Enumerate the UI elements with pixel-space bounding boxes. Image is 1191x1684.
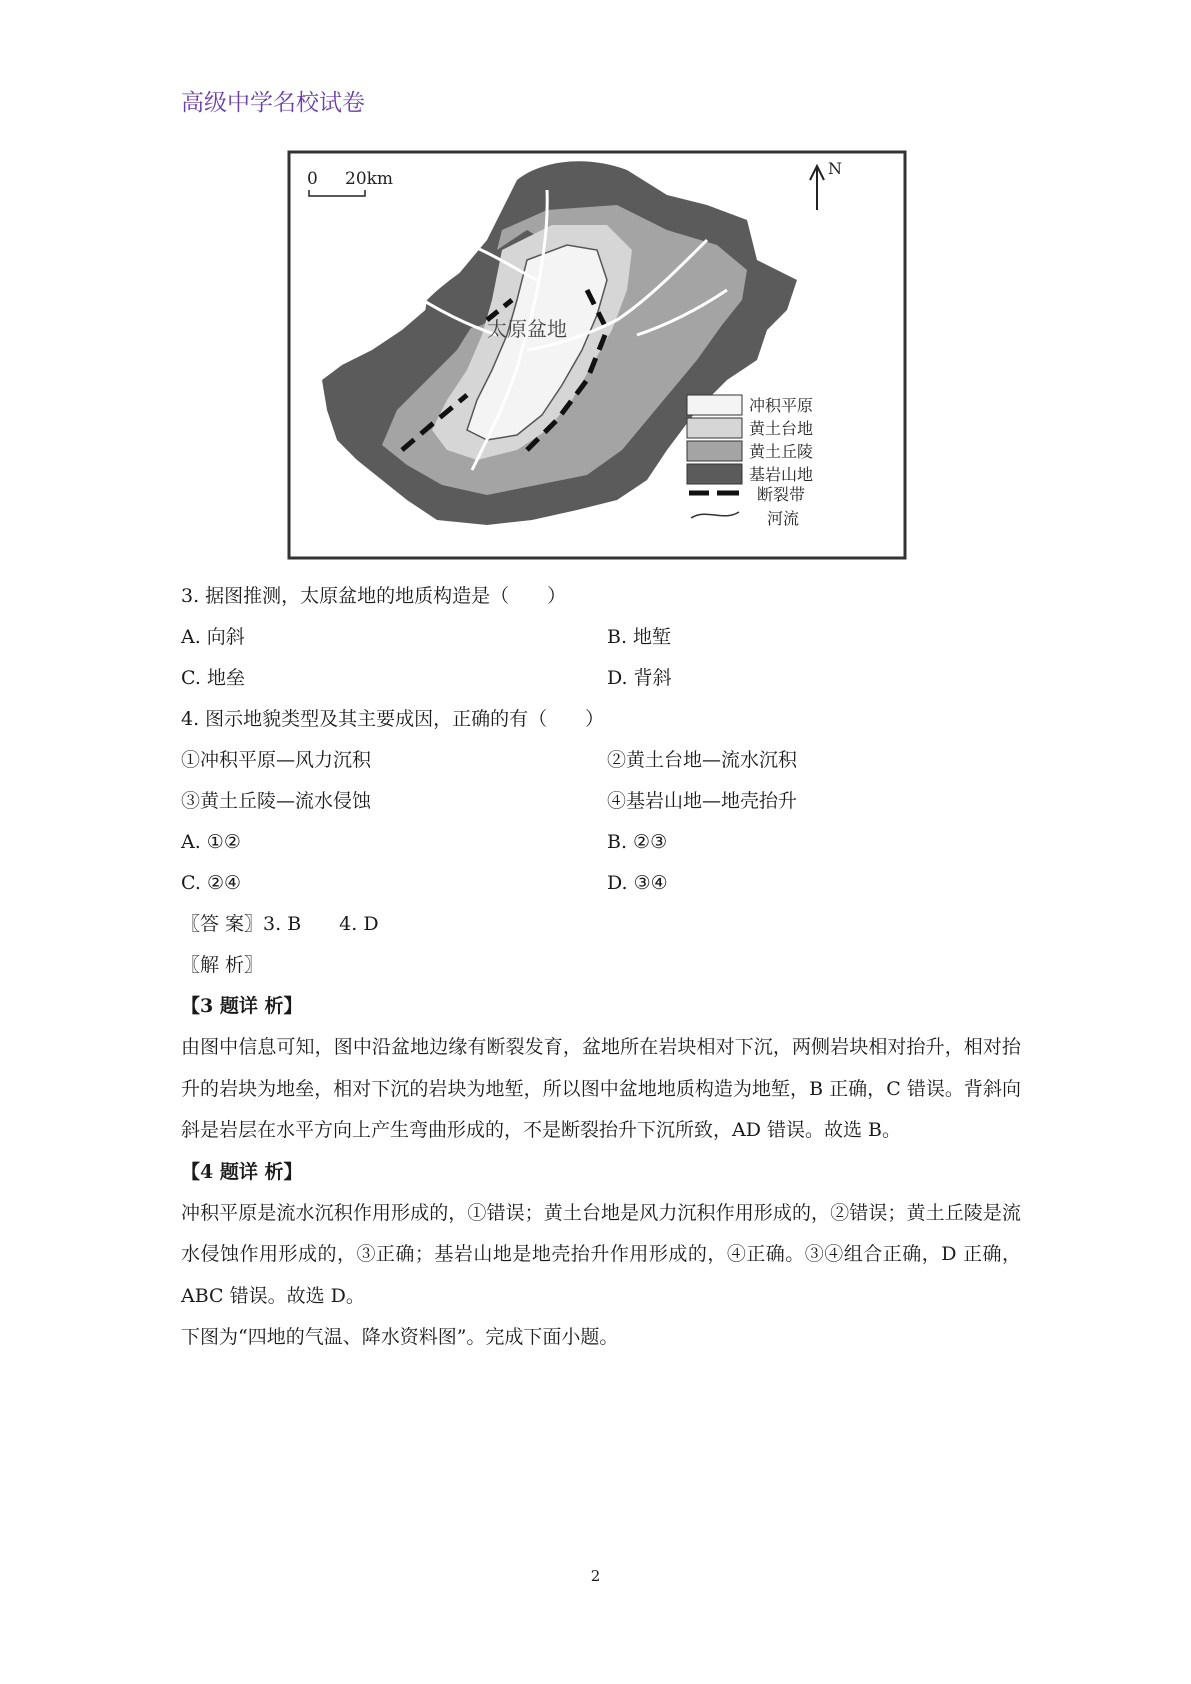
- q4-statement-4: ④基岩山地—地壳抬升: [607, 790, 798, 812]
- detail-3-text: 由图中信息可知，图中沿盆地边缘有断裂发育，盆地所在岩块相对下沉，两侧岩块相对抬升，相对抬升的岩块为地垒，相对下沉的岩块为地堑，所以图中盆地地质构造为地堑，B 正确，C 错误。背斜向斜是岩层在水平方向上产生弯曲形成的，不是断裂抬升下沉所致，AD 错误。故选 B。: [181, 1036, 1021, 1141]
- legend-swatch-tableland: [687, 418, 742, 438]
- legend-swatch-plain: [687, 395, 742, 415]
- q4-statements-row: [181, 781, 1021, 822]
- q3-option-c: C. 地垒: [181, 667, 245, 689]
- scale-distance: 20km: [345, 169, 394, 189]
- q4-option-a: A. ①②: [181, 831, 241, 853]
- detail-3-title: 【3 题详 析】: [181, 995, 303, 1017]
- north-label: N: [828, 159, 842, 178]
- q3-option-a: A. 向斜: [181, 626, 245, 648]
- legend-swatch-mountain: [687, 464, 742, 484]
- q3-options-row: [181, 617, 1021, 658]
- next-question-intro: 下图为“四地的气温、降水资料图”。完成下面小题。: [181, 1326, 619, 1348]
- q3-stem: 3. 据图推测，太原盆地的地质构造是（ ）: [181, 585, 567, 607]
- taiyuan-basin-map: [287, 150, 907, 560]
- page-number: 2: [590, 1567, 601, 1585]
- answer-line: 〖答 案〗3. B 4. D: [181, 913, 379, 935]
- q4-option-c: C. ②④: [181, 872, 242, 894]
- q4-option-d: D. ③④: [607, 872, 668, 894]
- q4-options-row: [181, 863, 1021, 904]
- q4-statement-2: ②黄土台地—流水沉积: [607, 749, 798, 771]
- q4-statement-1: ①冲积平原—风力沉积: [181, 749, 372, 771]
- q4-option-b: B. ②③: [607, 831, 668, 853]
- q3-option-d: D. 背斜: [607, 667, 672, 689]
- analysis-title: 〖解 析〗: [181, 954, 264, 976]
- header-title: 高级中学名校试卷: [181, 90, 365, 116]
- legend-label: 河流: [767, 509, 800, 528]
- basin-label: 太原盆地: [487, 317, 567, 341]
- detail-4-text: 冲积平原是流水沉积作用形成的，①错误；黄土台地是风力沉积作用形成的，②错误；黄土丘陵是流水侵蚀作用形成的，③正确；基岩山地是地壳抬升作用形成的，④正确。③④组合正确，D 正确，ABC 错误。故选 D。: [181, 1201, 1021, 1307]
- scale-zero: 0: [307, 169, 318, 189]
- legend-label: 黄土丘陵: [749, 442, 814, 461]
- q4-stem: 4. 图示地貌类型及其主要成因，正确的有（ ）: [181, 708, 605, 730]
- q4-options-row: [181, 822, 1021, 863]
- q4-statement-3: ③黄土丘陵—流水侵蚀: [181, 790, 372, 812]
- legend-label: 冲积平原: [749, 396, 814, 415]
- detail-4-title: 【4 题详 析】: [181, 1160, 303, 1183]
- legend-label: 断裂带: [757, 485, 806, 504]
- legend-label: 黄土台地: [749, 419, 814, 438]
- q3-option-b: B. 地堑: [607, 626, 672, 648]
- map-svg: [287, 150, 907, 560]
- legend-swatch-hills: [687, 441, 742, 461]
- document-body: [181, 576, 1021, 1358]
- q4-statements-row: [181, 740, 1021, 781]
- q3-options-row: [181, 658, 1021, 699]
- legend-label: 基岩山地: [749, 465, 814, 484]
